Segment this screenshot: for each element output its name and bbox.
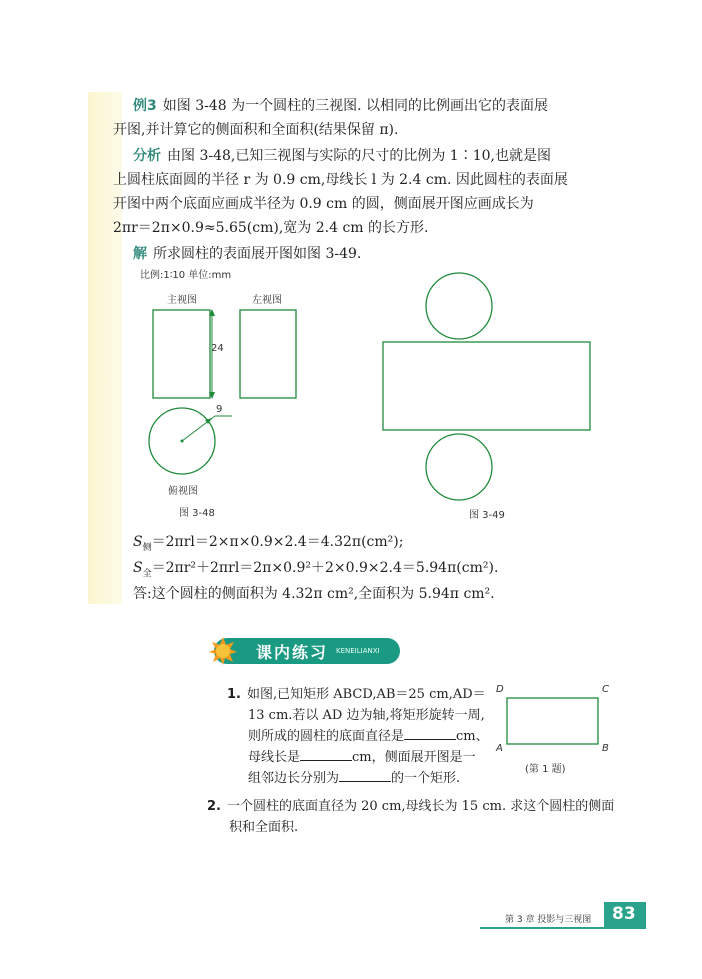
vertex-c: C — [602, 684, 609, 695]
answer-line: 答:这个圆柱的侧面积为 4.32π cm²,全面积为 5.94π cm². — [133, 586, 495, 602]
q1-fig-caption: (第 1 题) — [525, 764, 566, 775]
solution-label: 解 — [133, 246, 147, 262]
solution-line: 解 所求圆柱的表面展开图如图 3-49. — [133, 246, 362, 262]
q2-line-1: 2. 一个圆柱的底面直径为 20 cm,母线长为 15 cm. 求这个圆柱的侧面 — [207, 799, 615, 814]
example-line-1: 例3 如图 3-48 为一个圆柱的三视图. 以相同的比例画出它的表面展 — [133, 98, 549, 114]
side-view-label: 左视图 — [252, 295, 282, 306]
q1-line-4: 母线长是 cm，侧面展开图是一 — [248, 750, 476, 765]
footer-rule — [480, 927, 646, 929]
vertex-a: A — [496, 743, 503, 754]
practice-subtitle: KENEILIANXI — [336, 647, 380, 655]
example-label: 例3 — [133, 98, 157, 114]
page-number: 83 — [612, 904, 636, 924]
radius-label: 9 — [216, 404, 223, 415]
analysis-label: 分析 — [133, 148, 161, 164]
vertex-d: D — [496, 684, 504, 695]
q1-line-1: 1. 如图,已知矩形 ABCD,AB＝25 cm,AD＝ — [227, 687, 486, 702]
q1-line-3: 则所成的圆柱的底面直径是 cm、 — [248, 729, 489, 744]
analysis-line-3: 开图中两个底面应画成半径为 0.9 cm 的圆，侧面展开图应画成长为 — [113, 196, 534, 212]
q1-line-5: 组邻边长分别为 的一个矩形. — [248, 771, 461, 786]
total-area-equation: $S_全=2\pi r^2+2\pi rl=2\pi\times 0.9^2+2\times 0.9\times 2.4=5.94\pi(cm^2)$. — [133, 560, 499, 579]
q1-line-2: 13 cm.若以 AD 边为轴,将矩形旋转一周, — [248, 708, 485, 723]
fig48-caption: 图 3-48 — [179, 508, 215, 519]
practice-title: 课内练习 — [256, 643, 329, 662]
height-label: 24 — [211, 343, 224, 354]
q2-line-2: 积和全面积. — [229, 820, 299, 835]
scale-note: 比例:1∶10 单位:mm — [140, 270, 232, 281]
analysis-line-1: 分析 由图 3-48,已知三视图与实际的尺寸的比例为 1∶10,也就是图 — [133, 148, 551, 164]
chapter-footer: 第 3 章 投影与三视图 — [505, 915, 592, 925]
fig49-caption: 图 3-49 — [469, 510, 505, 521]
lateral-area-equation: $S_侧=2\pi rl=2\times\pi\times 0.9\times 2.4=4.32\pi(cm^2)$; — [133, 534, 404, 553]
rectangle-abcd — [507, 698, 598, 744]
vertex-b: B — [602, 743, 609, 754]
example-line-2: 开图,并计算它的侧面积和全面积(结果保留 π). — [113, 122, 399, 138]
analysis-line-4: 2πr＝2π×0.9≈5.65(cm),宽为 2.4 cm 的长方形. — [113, 220, 429, 236]
analysis-line-2: 上圆柱底面圆的半径 r 为 0.9 cm,母线长 l 为 2.4 cm. 因此圆柱的表面展 — [113, 172, 568, 188]
front-view-label: 主视图 — [167, 295, 197, 306]
top-view-label: 俯视图 — [168, 486, 198, 497]
